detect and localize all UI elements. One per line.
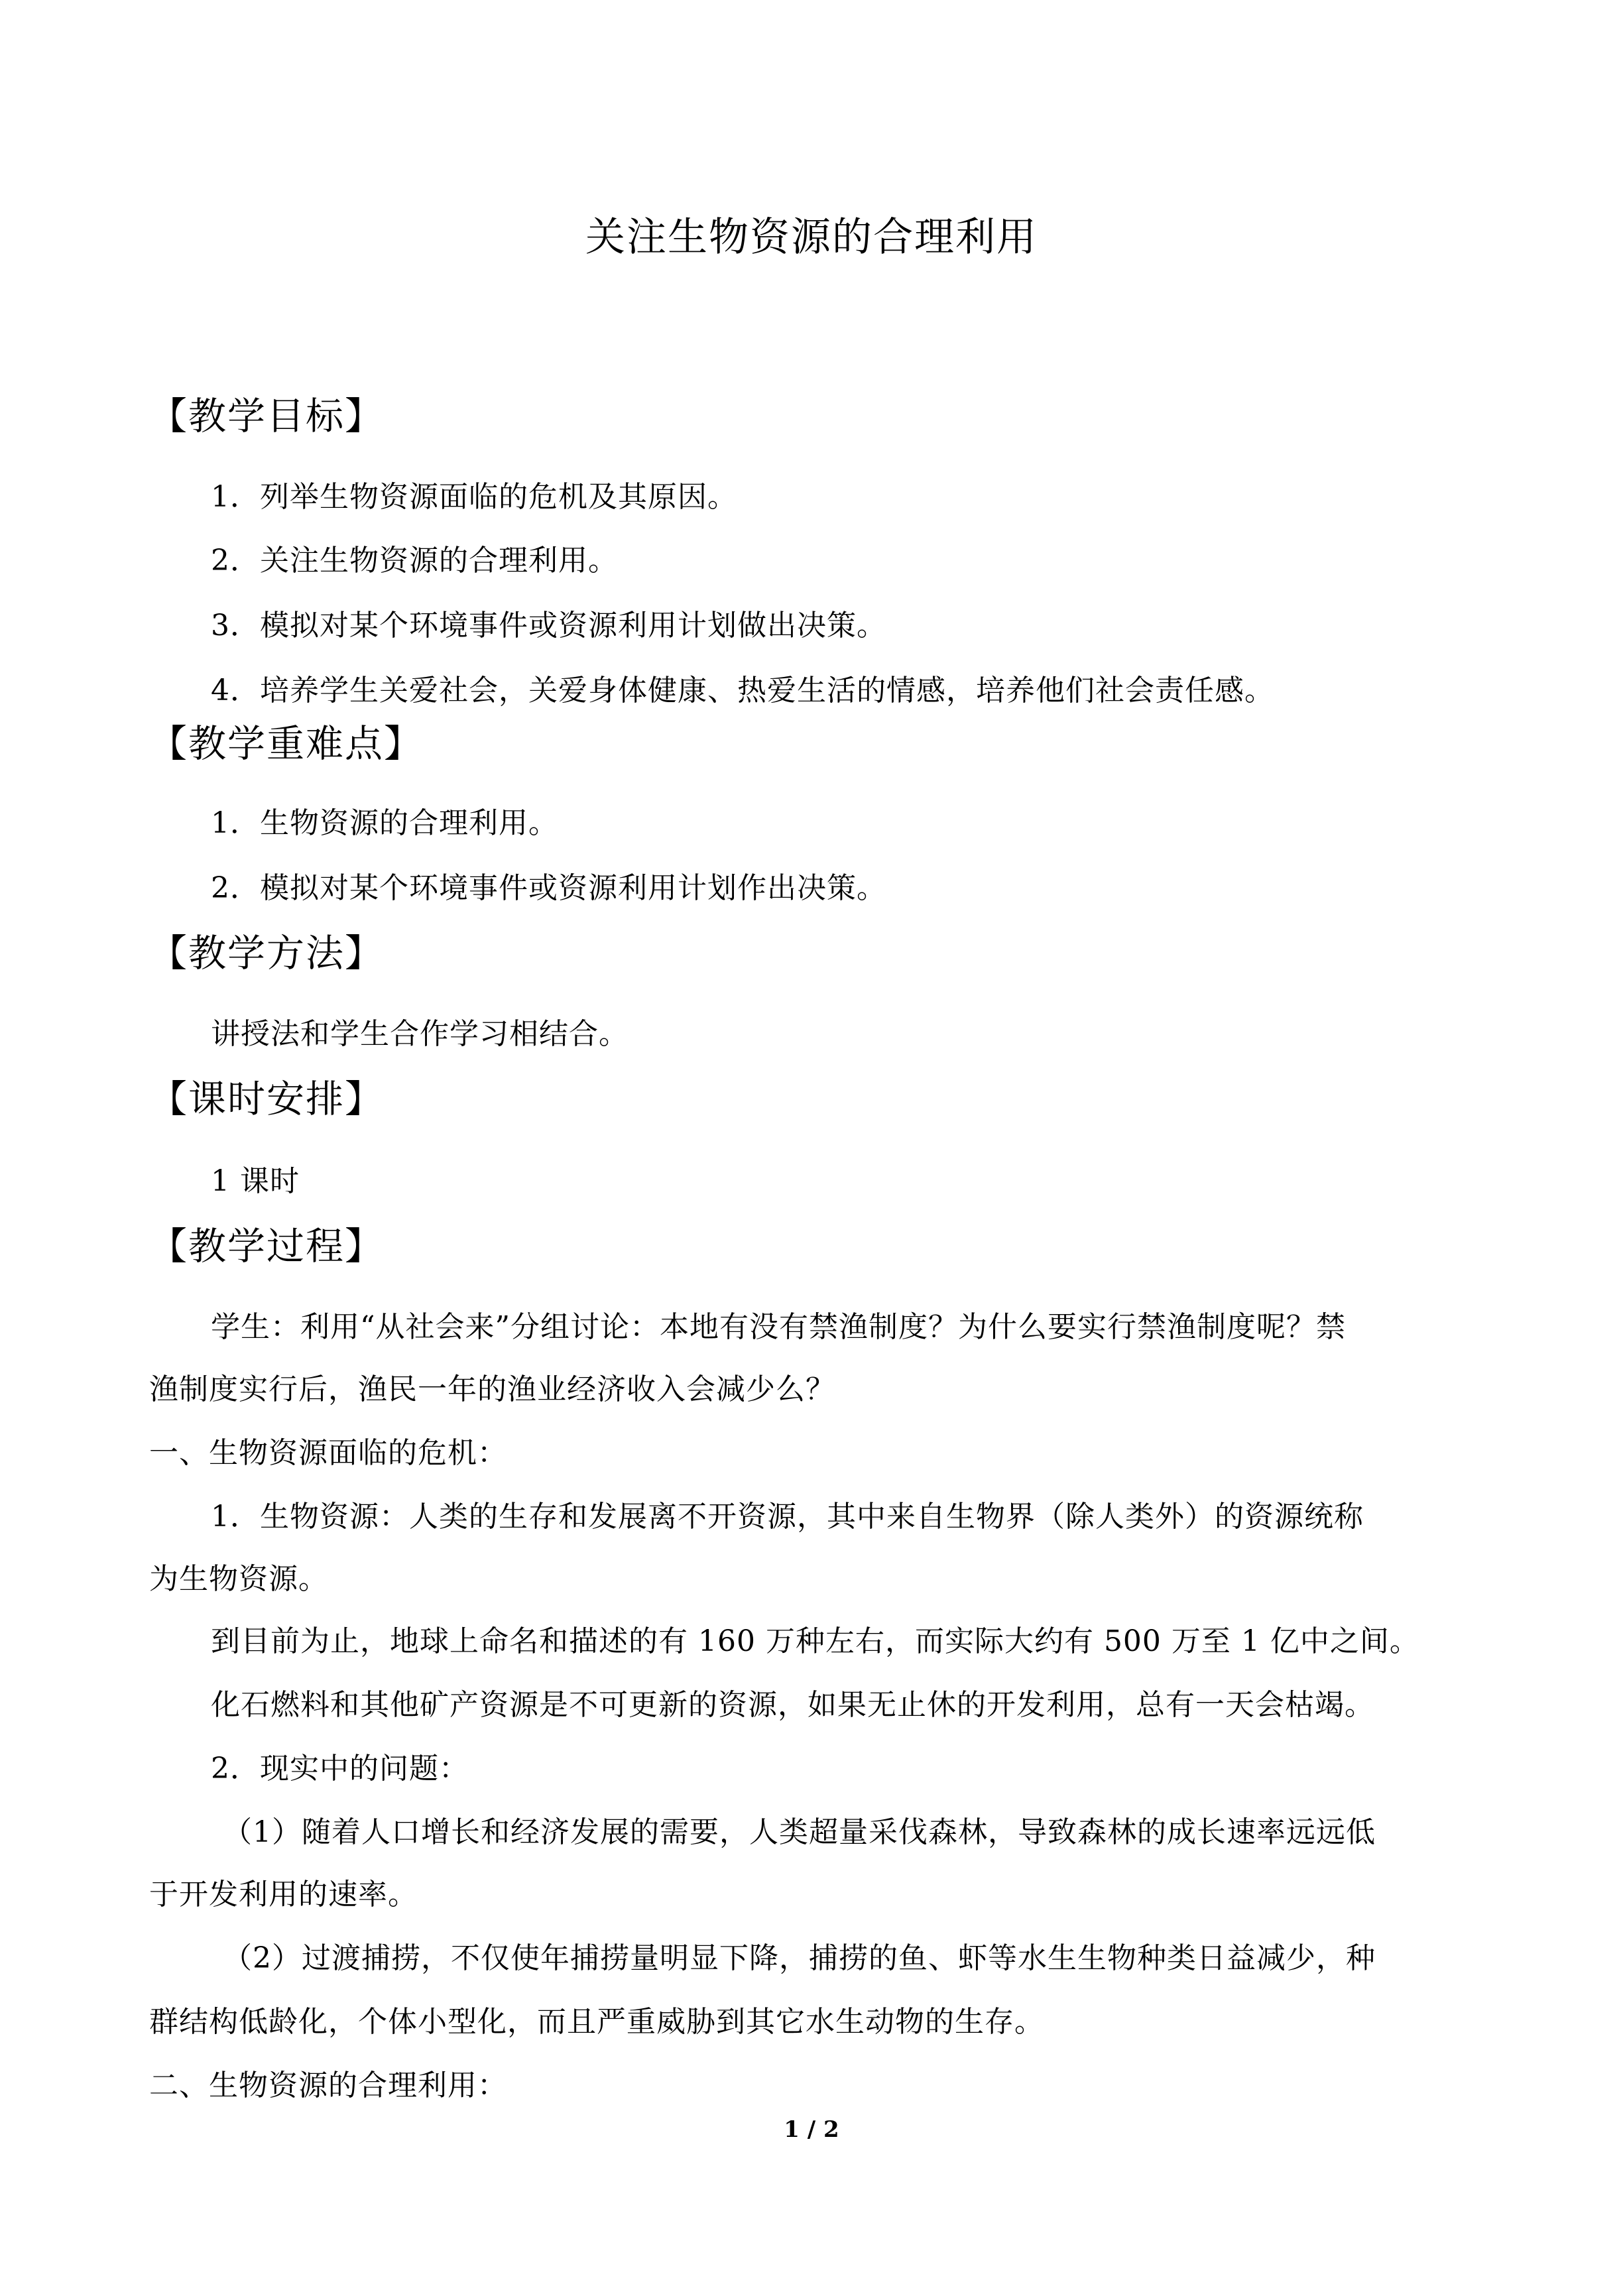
process-line: 群结构低龄化，个体小型化，而且严重威胁到其它水生动物的生存。 — [149, 2005, 1044, 2039]
document-title: 关注生物资源的合理利用 — [585, 214, 1038, 261]
process-line: 化石燃料和其他矿产资源是不可更新的资源，如果无止休的开发利用，总有一天会枯竭。 — [211, 1688, 1374, 1722]
objective-item: 1．列举生物资源面临的危机及其原因。 — [211, 480, 737, 514]
objective-item: 4．培养学生关爱社会，关爱身体健康、热爱生活的情感，培养他们社会责任感。 — [211, 674, 1274, 707]
process-line: （2）过渡捕捞，不仅使年捕捞量明显下降，捕捞的鱼、虾等水生生物种类日益减少，种 — [223, 1941, 1376, 1975]
objective-item: 2．关注生物资源的合理利用。 — [211, 544, 618, 577]
process-line: 到目前为止，地球上命名和描述的有 160 万种左右，而实际大约有 500 万至 1 亿中之间。 — [211, 1624, 1419, 1658]
key-point-item: 1．生物资源的合理利用。 — [211, 806, 558, 840]
process-line: 渔制度实行后，渔民一年的渔业经济收入会减少么？ — [149, 1372, 835, 1406]
process-line: 于开发利用的速率。 — [149, 1878, 418, 1911]
section-heading-method: 【教学方法】 — [149, 932, 384, 975]
process-line: 2．现实中的问题： — [211, 1752, 469, 1785]
section-heading-process: 【教学过程】 — [149, 1225, 384, 1268]
process-line: （1）随着人口增长和经济发展的需要，人类超量采伐森林，导致森林的成长速率远远低 — [223, 1815, 1376, 1849]
method-text: 讲授法和学生合作学习相结合。 — [211, 1017, 629, 1051]
process-subheading: 一、生物资源面临的危机： — [149, 1436, 507, 1470]
key-point-item: 2．模拟对某个环境事件或资源利用计划作出决策。 — [211, 871, 886, 905]
objective-item: 3．模拟对某个环境事件或资源利用计划做出决策。 — [211, 609, 886, 642]
process-line: 1．生物资源：人类的生存和发展离不开资源，其中来自生物界（除人类外）的资源统称 — [211, 1500, 1364, 1534]
schedule-text: 1 课时 — [211, 1164, 300, 1198]
process-subheading: 二、生物资源的合理利用： — [149, 2069, 507, 2102]
process-line: 为生物资源。 — [149, 1562, 328, 1596]
process-line: 学生：利用“从社会来”分组讨论：本地有没有禁渔制度？为什么要实行禁渔制度呢？禁 — [211, 1310, 1346, 1344]
section-heading-schedule: 【课时安排】 — [149, 1077, 384, 1121]
section-heading-objectives: 【教学目标】 — [149, 394, 384, 438]
page-number: 1 / 2 — [784, 2116, 839, 2143]
section-heading-key-points: 【教学重难点】 — [149, 722, 423, 766]
